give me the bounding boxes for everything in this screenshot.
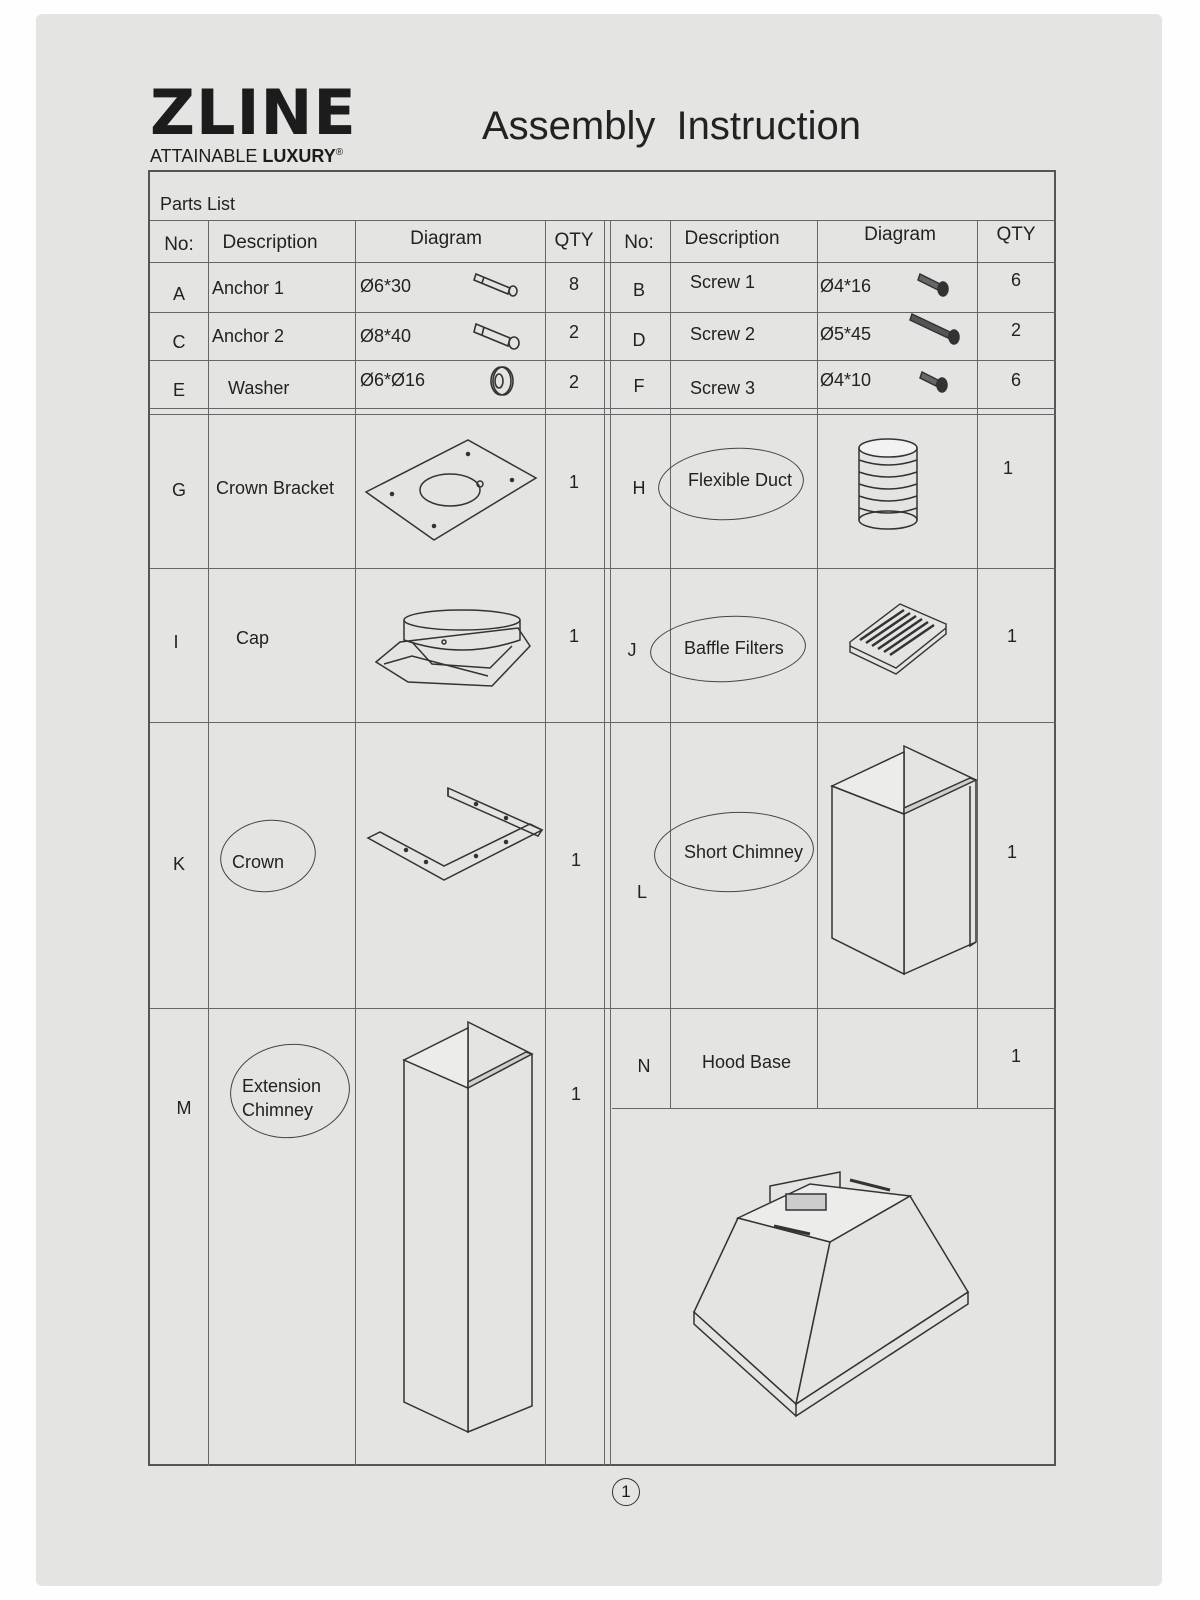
header-diagram-left: Diagram — [410, 228, 482, 249]
part-description-m: Extension — [242, 1076, 322, 1096]
part-no-a: A — [172, 284, 186, 304]
part-spec-e: Ø6*Ø16 — [360, 370, 426, 390]
part-description-c: Anchor 2 — [212, 326, 285, 346]
part-qty-n: 1 — [1010, 1046, 1022, 1066]
part-spec-f: Ø4*10 — [820, 370, 872, 390]
part-no-h: H — [632, 478, 646, 498]
crown-diagram — [366, 782, 544, 884]
flexible-duct-diagram — [856, 434, 922, 532]
header-description-right: Description — [684, 228, 780, 249]
part-qty-g: 1 — [568, 472, 580, 492]
part-qty-c: 2 — [568, 322, 580, 342]
part-spec-c: Ø8*40 — [360, 326, 412, 346]
header-no-right: No: — [624, 232, 654, 253]
extension-chimney-diagram — [402, 1018, 536, 1438]
registered-mark: ® — [335, 147, 344, 158]
tagline-luxury: LUXURY — [262, 146, 336, 166]
part-spec-a: Ø6*30 — [360, 276, 412, 296]
part-no-g: G — [171, 480, 187, 500]
part-description-f: Screw 3 — [690, 378, 756, 398]
part-qty-m: 1 — [570, 1084, 582, 1104]
short-chimney-diagram — [830, 742, 982, 980]
part-qty-h: 1 — [1002, 458, 1014, 478]
part-description-e: Washer — [228, 378, 290, 398]
part-qty-e: 2 — [568, 372, 580, 392]
part-description-n: Hood Base — [702, 1052, 792, 1072]
part-no-e: E — [172, 380, 186, 400]
part-qty-i: 1 — [568, 626, 580, 646]
part-no-n: N — [637, 1056, 651, 1076]
part-description-h: Flexible Duct — [688, 470, 793, 490]
part-description-m-line2: Chimney — [242, 1100, 314, 1120]
part-qty-a: 8 — [568, 274, 580, 294]
anchor-1-icon — [472, 268, 522, 298]
part-spec-b: Ø4*16 — [820, 276, 872, 296]
header-diagram-right: Diagram — [864, 224, 936, 245]
part-no-l: L — [636, 882, 648, 902]
screw-1-icon — [918, 268, 952, 298]
page-number: 1 — [612, 1478, 640, 1506]
part-description-g: Crown Bracket — [216, 478, 335, 498]
hood-base-diagram — [690, 1172, 978, 1412]
part-qty-f: 6 — [1010, 370, 1022, 390]
part-no-c: C — [172, 332, 186, 352]
part-description-k: Crown — [232, 852, 285, 872]
screw-2-icon — [910, 310, 962, 346]
parts-table — [148, 170, 1056, 1466]
document-title: Assembly Instruction — [482, 104, 862, 148]
part-qty-l: 1 — [1006, 842, 1018, 862]
part-no-f: F — [633, 376, 645, 396]
screw-3-icon — [920, 366, 952, 394]
part-description-d: Screw 2 — [690, 324, 756, 344]
header-qty-left: QTY — [554, 230, 594, 251]
header-qty-right: QTY — [996, 224, 1036, 245]
part-no-m: M — [176, 1098, 192, 1118]
header-description-left: Description — [222, 232, 318, 253]
brand-name: ZLINE — [150, 76, 357, 149]
part-description-j: Baffle Filters — [684, 638, 784, 658]
cap-diagram — [372, 606, 534, 696]
header-no-left: No: — [164, 234, 194, 255]
part-qty-k: 1 — [570, 850, 582, 870]
baffle-filters-diagram — [848, 602, 948, 674]
part-description-i: Cap — [236, 628, 270, 648]
part-qty-b: 6 — [1010, 270, 1022, 290]
part-no-b: B — [632, 280, 646, 300]
parts-list-label: Parts List — [160, 194, 236, 214]
part-spec-d: Ø5*45 — [820, 324, 872, 344]
washer-icon — [484, 364, 518, 398]
part-description-b: Screw 1 — [690, 272, 756, 292]
part-no-i: I — [173, 632, 179, 652]
crown-bracket-diagram — [362, 434, 540, 546]
brand-tagline — [150, 146, 357, 167]
anchor-2-icon — [472, 318, 522, 352]
part-qty-d: 2 — [1010, 320, 1022, 340]
part-no-d: D — [632, 330, 646, 350]
tagline-attainable: ATTAINABLE — [150, 146, 258, 166]
brand-logo — [150, 76, 357, 167]
part-description-l: Short Chimney — [684, 842, 804, 862]
part-no-j: J — [627, 640, 637, 660]
part-no-k: K — [172, 854, 186, 874]
part-description-a: Anchor 1 — [212, 278, 285, 298]
part-qty-j: 1 — [1006, 626, 1018, 646]
